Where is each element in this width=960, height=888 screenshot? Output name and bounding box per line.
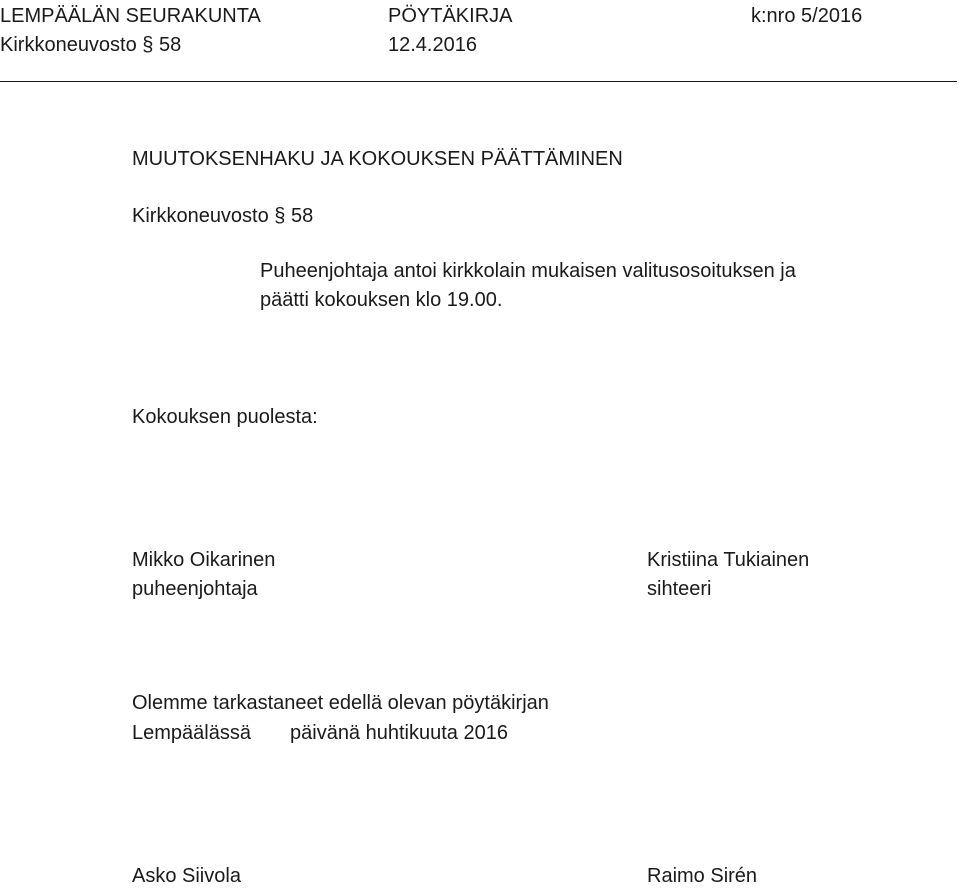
section-text-line-1: Puheenjohtaja antoi kirkkolain mukaisen valitusosoituksen ja	[260, 260, 796, 282]
header-document-number: k:nro 5/2016	[751, 5, 863, 27]
on-behalf-label: Kokouksen puolesta:	[132, 406, 318, 428]
reviewer-1-name: Asko Siivola	[132, 865, 241, 887]
header-date: 12.4.2016	[388, 34, 477, 56]
section-title: MUUTOKSENHAKU JA KOKOUKSEN PÄÄTTÄMINEN	[132, 148, 623, 170]
header-meeting-body: Kirkkoneuvosto § 58	[0, 34, 182, 56]
review-place: Lempäälässä	[132, 722, 251, 744]
chair-role: puheenjohtaja	[132, 578, 258, 600]
section-reference: Kirkkoneuvosto § 58	[132, 205, 314, 227]
review-statement: Olemme tarkastaneet edellä olevan pöytäkirjan	[132, 692, 549, 714]
section-text-line-2: päätti kokouksen klo 19.00.	[260, 289, 503, 311]
chair-name: Mikko Oikarinen	[132, 549, 276, 571]
header-document-type: PÖYTÄKIRJA	[388, 5, 513, 27]
review-date: päivänä huhtikuuta 2016	[290, 722, 508, 744]
secretary-role: sihteeri	[647, 578, 712, 600]
header-organization: LEMPÄÄLÄN SEURAKUNTA	[0, 5, 261, 27]
header-divider	[0, 81, 957, 82]
secretary-name: Kristiina Tukiainen	[647, 549, 810, 571]
reviewer-2-name: Raimo Sirén	[647, 865, 758, 887]
